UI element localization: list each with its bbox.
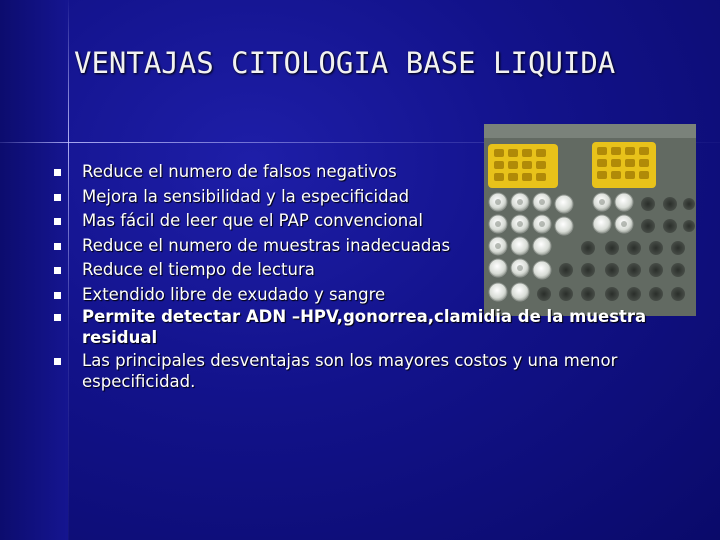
bullet-text: Reduce el numero de falsos negativos <box>82 162 397 181</box>
bullet-marker <box>54 267 61 274</box>
bullet-marker <box>54 243 61 250</box>
bullet-item-bold <box>52 307 702 348</box>
bullet-text: Reduce el tiempo de lectura <box>82 260 315 279</box>
slide-title: VENTAJAS CITOLOGIA BASE LIQUIDA <box>74 46 616 80</box>
bullet-marker <box>54 218 61 225</box>
bullet-marker <box>54 194 61 201</box>
bullet-marker <box>54 169 61 176</box>
bullet-marker <box>54 358 61 365</box>
bullet-list <box>52 160 702 392</box>
bullet-marker <box>54 292 61 299</box>
bullet-text: Las principales desventajas son los mayores costos y una menor especificidad. <box>82 351 618 391</box>
bullet-marker <box>54 314 61 321</box>
bullet-text: Permite detectar ADN –HPV,gonorrea,clamidia de la muestra residual <box>82 307 647 347</box>
bullet-item-last <box>52 351 702 392</box>
bullet-item <box>52 160 702 185</box>
bullet-item <box>52 283 702 308</box>
bullet-text: Reduce el numero de muestras inadecuadas <box>82 235 451 255</box>
bullet-text: Mas fácil de leer que el PAP convencional <box>82 211 423 230</box>
bullet-text: Mejora la sensibilidad y la especificidad <box>82 186 410 206</box>
bullet-item <box>52 234 702 259</box>
bullet-item <box>52 258 702 283</box>
bullet-text: Extendido libre de exudado y sangre <box>82 284 386 304</box>
bullet-item <box>52 185 702 210</box>
bullet-item <box>52 209 702 234</box>
